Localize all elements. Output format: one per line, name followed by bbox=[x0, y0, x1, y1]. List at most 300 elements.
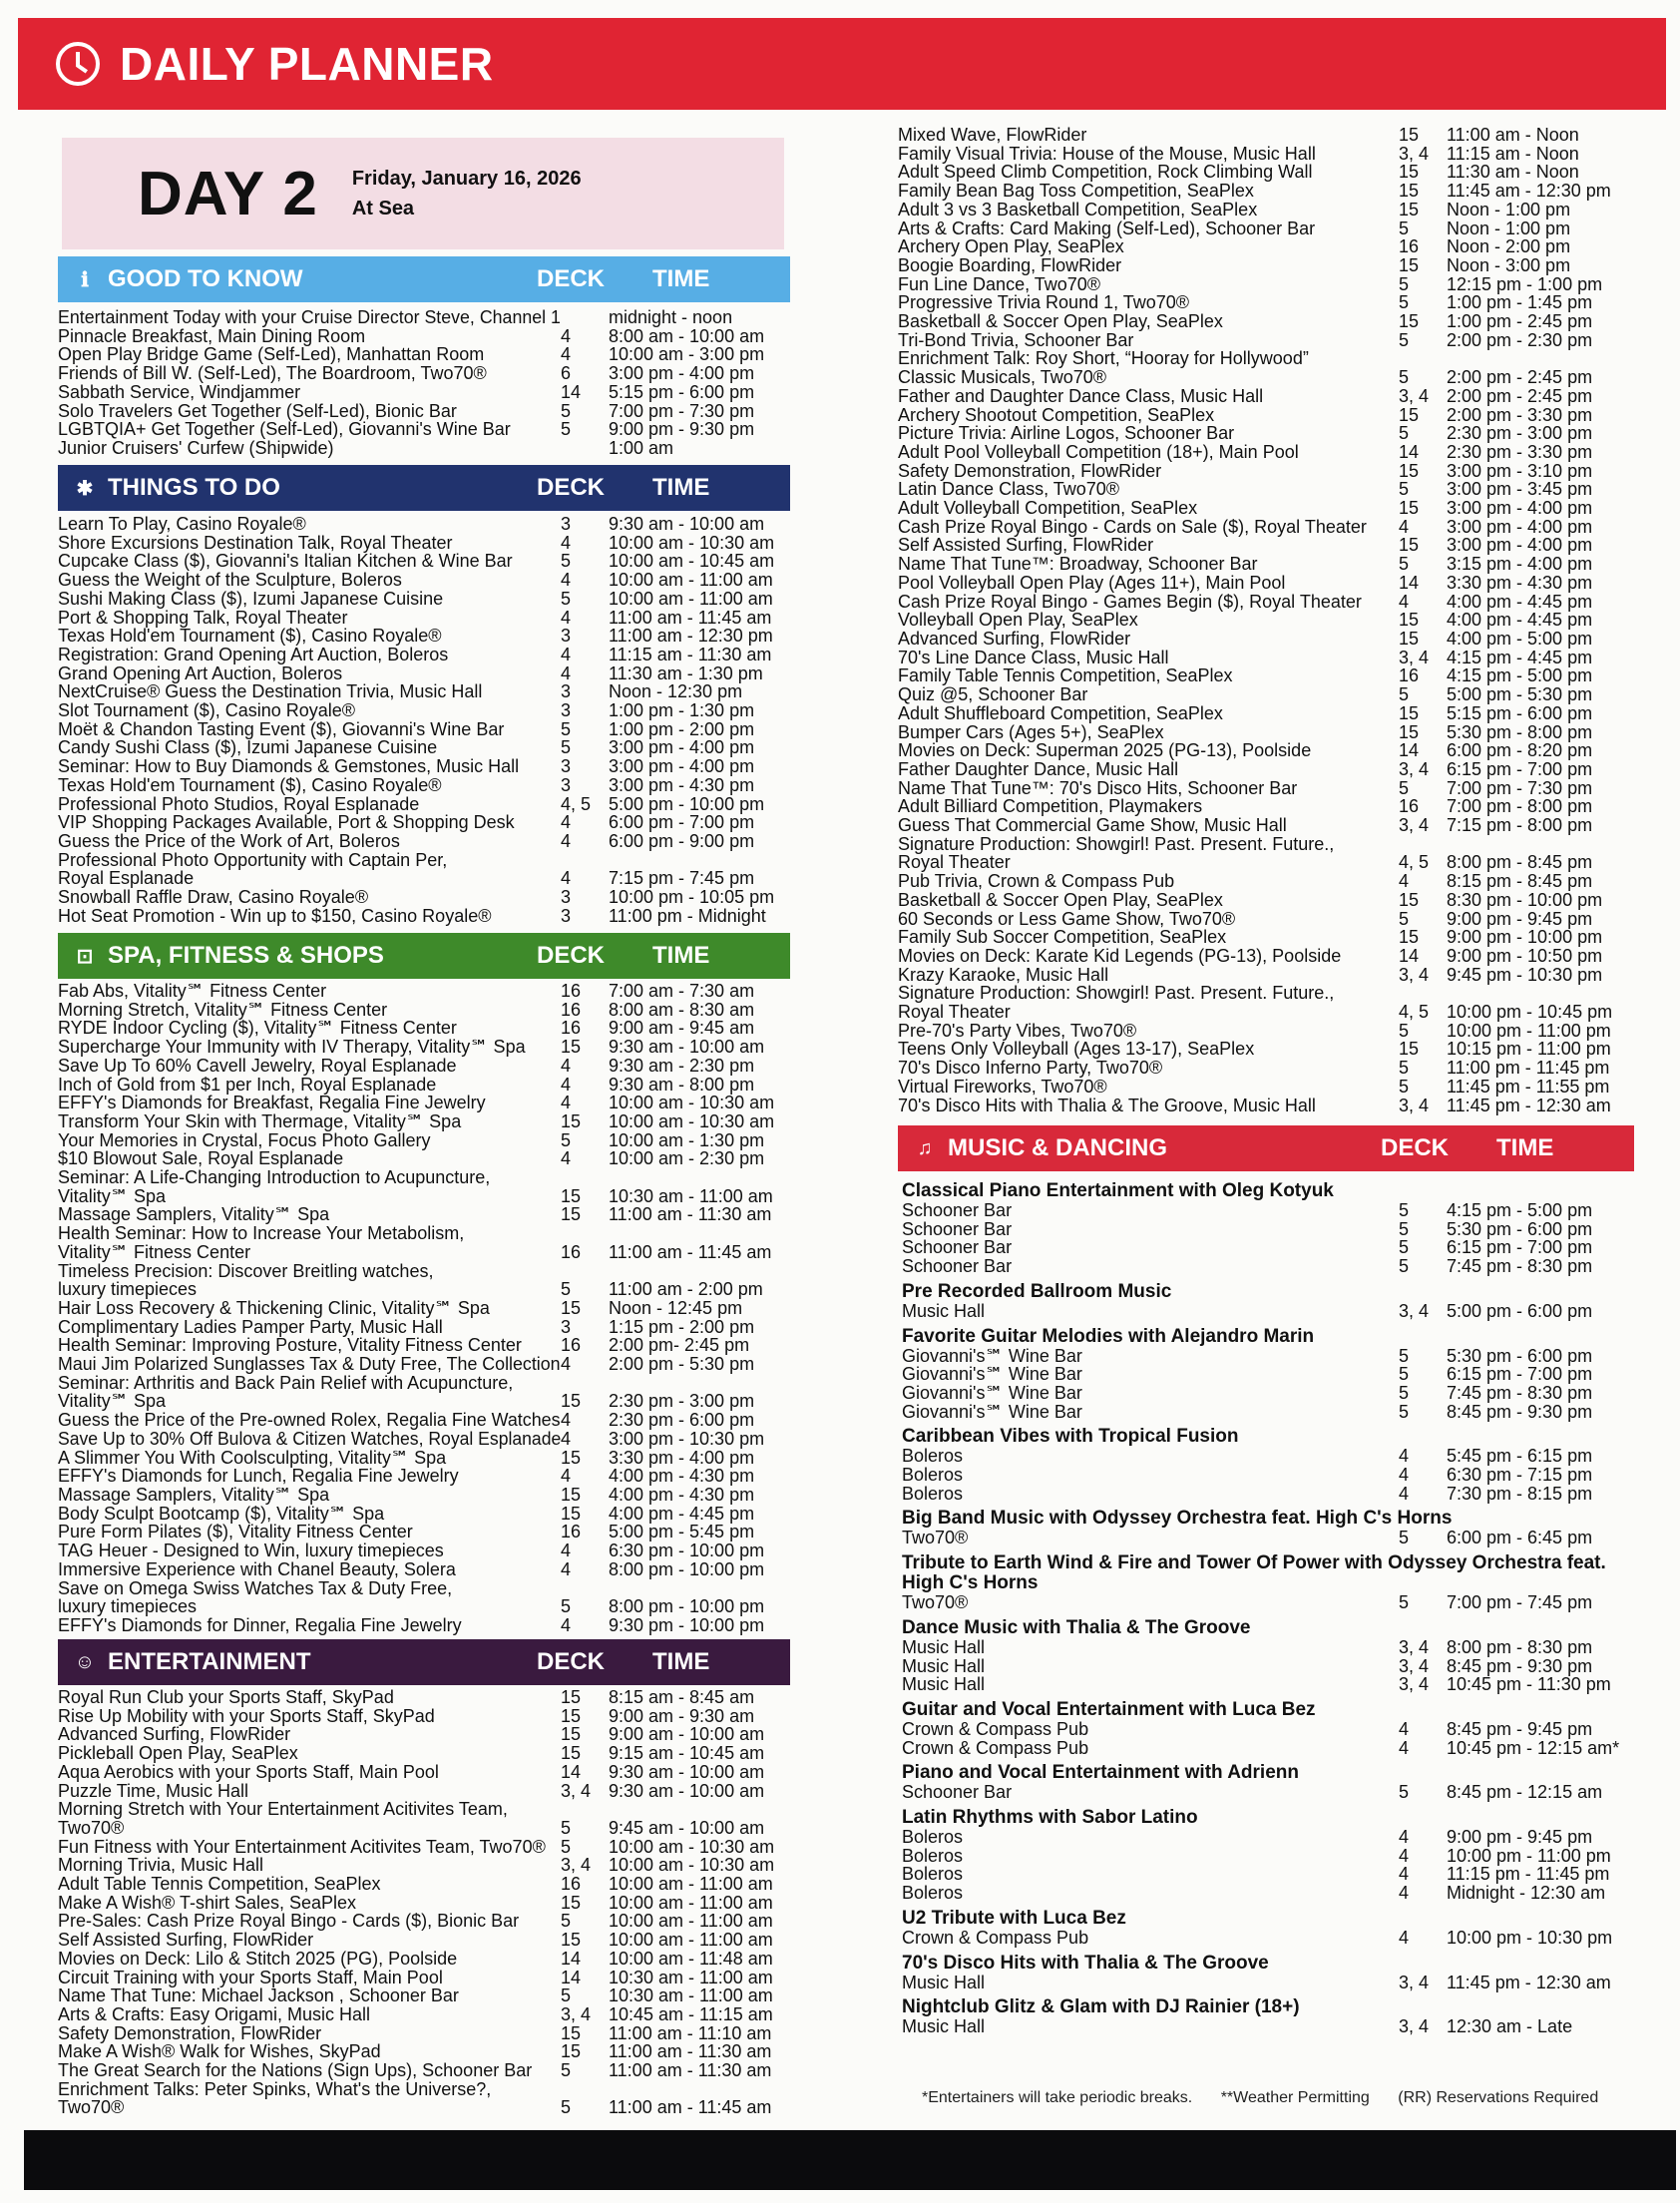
event-deck: 15 bbox=[1399, 460, 1420, 481]
event-deck: 4 bbox=[561, 1558, 572, 1579]
event-time: 8:15 pm - 8:45 pm bbox=[1447, 871, 1593, 892]
event-name: Friends of Bill W. (Self-Led), The Boardroom, Two70® bbox=[58, 363, 487, 384]
event-time: 7:00 am - 7:30 am bbox=[609, 981, 755, 1001]
event-deck: 14 bbox=[561, 1948, 582, 1969]
event-time: 10:30 am - 11:00 am bbox=[609, 1967, 773, 1987]
event-name: Cash Prize Royal Bingo - Games Begin ($), Royal Theater bbox=[898, 591, 1362, 612]
venue-name: Schooner Bar bbox=[902, 1200, 1013, 1220]
event-time: 9:00 pm - 10:50 pm bbox=[1447, 945, 1603, 966]
venue-name: Two70® bbox=[902, 1528, 969, 1548]
event-time bbox=[609, 1168, 798, 1187]
event-time: 11:00 am - 11:30 am bbox=[609, 2041, 772, 2062]
section-header-music bbox=[898, 1125, 1634, 1171]
list-item bbox=[902, 1485, 1636, 1504]
event-time: 2:30 pm - 3:30 pm bbox=[1447, 441, 1593, 462]
event-deck: 14 bbox=[1399, 441, 1420, 462]
list-item bbox=[898, 910, 1636, 929]
list-item bbox=[58, 682, 798, 701]
venue-name: Schooner Bar bbox=[902, 1256, 1013, 1277]
event-name: Hot Seat Promotion - Win up to $150, Casino Royale® bbox=[58, 905, 492, 926]
list-item bbox=[902, 1783, 1636, 1802]
event-name: Advanced Surfing, FlowRider bbox=[58, 1724, 291, 1745]
list-item bbox=[58, 1262, 798, 1281]
event-deck: 5 bbox=[561, 1596, 572, 1617]
event-name: A Slimmer You With Coolsculpting, Vitality℠ Spa bbox=[58, 1447, 447, 1468]
music-group bbox=[902, 1327, 1636, 1422]
event-time: 1:15 pm - 2:00 pm bbox=[609, 1316, 755, 1337]
event-deck: 16 bbox=[561, 1874, 582, 1895]
list-item bbox=[58, 1374, 798, 1393]
list-item bbox=[902, 1593, 1636, 1612]
deck-header: DECK bbox=[537, 942, 606, 969]
event-name: Virtual Fireworks, Two70® bbox=[898, 1076, 1107, 1097]
event-name: Professional Photo Opportunity with Captain Per, bbox=[58, 849, 448, 870]
event-time: 6:30 pm - 7:15 pm bbox=[1447, 1465, 1593, 1486]
event-deck: 3 bbox=[561, 514, 572, 534]
event-time: 9:30 am - 10:00 am bbox=[609, 514, 765, 534]
list-item bbox=[902, 1657, 1636, 1676]
event-time: 4:00 pm - 4:45 pm bbox=[1447, 591, 1593, 612]
event-time bbox=[1447, 349, 1636, 368]
event-time: 4:00 pm - 4:30 pm bbox=[609, 1466, 755, 1487]
event-time bbox=[609, 1224, 798, 1243]
list-item bbox=[58, 1763, 798, 1782]
event-name: Morning Trivia, Music Hall bbox=[58, 1855, 264, 1876]
event-time bbox=[609, 851, 798, 870]
event-deck: 16 bbox=[1399, 665, 1420, 686]
list-item bbox=[58, 345, 798, 364]
event-name: Picture Trivia: Airline Logos, Schooner Bar bbox=[898, 423, 1235, 444]
event-deck: 5 bbox=[1399, 1782, 1410, 1803]
event-time: 5:00 pm - 6:00 pm bbox=[1447, 1300, 1593, 1321]
event-deck: 15 bbox=[561, 1110, 582, 1131]
event-time: 11:15 am - 11:30 am bbox=[609, 644, 772, 664]
event-name: TAG Heuer - Designed to Win, luxury timepieces bbox=[58, 1541, 444, 1561]
event-time: Noon - 3:00 pm bbox=[1447, 254, 1571, 275]
event-name: Safety Demonstration, FlowRider bbox=[58, 2022, 322, 2043]
event-time: 6:00 pm - 6:45 pm bbox=[1447, 1528, 1593, 1548]
event-deck: 4 bbox=[561, 1148, 572, 1169]
event-deck: 3 bbox=[561, 756, 572, 777]
event-time: 5:30 pm - 8:00 pm bbox=[1447, 721, 1593, 742]
list-item bbox=[898, 126, 1636, 145]
event-deck bbox=[561, 439, 609, 458]
event-name: Guess the Weight of the Sculpture, Boleros bbox=[58, 570, 402, 591]
event-name: Seminar: How to Buy Diamonds & Gemstones, Music Hall bbox=[58, 756, 520, 777]
event-name: Pre-Sales: Cash Prize Royal Bingo - Cards ($), Bionic Bar bbox=[58, 1911, 520, 1932]
event-time: 10:00 am - 1:30 pm bbox=[609, 1129, 765, 1150]
list-item bbox=[58, 2005, 798, 2024]
event-time: 10:45 pm - 11:30 pm bbox=[1447, 1674, 1611, 1695]
event-time bbox=[609, 1374, 798, 1393]
time-header: TIME bbox=[1496, 1134, 1554, 1161]
event-deck: 4 bbox=[1399, 1883, 1410, 1904]
clock-icon bbox=[56, 42, 100, 86]
event-time: 2:30 pm - 3:00 pm bbox=[1447, 423, 1593, 444]
event-deck: 4 bbox=[561, 1055, 572, 1076]
event-time: 8:00 pm - 8:45 pm bbox=[1447, 852, 1593, 873]
event-name: Adult Shuffleboard Competition, SeaPlex bbox=[898, 702, 1223, 723]
list-item bbox=[902, 1201, 1636, 1220]
event-deck: 4 bbox=[561, 344, 572, 365]
event-deck: 3, 4 bbox=[561, 1780, 592, 1801]
event-time: 9:30 am - 10:00 am bbox=[609, 1761, 765, 1782]
list-item bbox=[902, 1238, 1636, 1257]
event-deck: 15 bbox=[561, 1037, 582, 1058]
event-time: 1:00 pm - 2:00 pm bbox=[609, 718, 755, 739]
event-deck: 5 bbox=[1399, 1200, 1410, 1220]
list-item bbox=[898, 331, 1636, 350]
event-name: Vitality℠ Fitness Center bbox=[58, 1241, 251, 1262]
event-name: EFFY's Diamonds for Breakfast, Regalia Fine Jewelry bbox=[58, 1093, 486, 1113]
list-item bbox=[898, 1078, 1636, 1097]
event-name: Quiz @5, Schooner Bar bbox=[898, 684, 1088, 705]
event-name: Junior Cruisers' Curfew (Shipwide) bbox=[58, 437, 334, 458]
list-item bbox=[58, 1355, 798, 1374]
event-deck bbox=[561, 1224, 609, 1243]
music-group-title: Favorite Guitar Melodies with Alejandro Marin bbox=[902, 1325, 1315, 1347]
event-deck: 16 bbox=[561, 1522, 582, 1542]
event-deck: 4 bbox=[1399, 1483, 1410, 1504]
list-item bbox=[898, 593, 1636, 612]
event-deck: 5 bbox=[1399, 554, 1410, 575]
section-header-spa bbox=[58, 933, 790, 979]
event-time: 5:15 pm - 6:00 pm bbox=[609, 381, 755, 402]
event-name: Royal Theater bbox=[898, 1002, 1011, 1023]
event-time: 8:00 pm - 10:00 pm bbox=[609, 1596, 765, 1617]
event-deck bbox=[561, 1374, 609, 1393]
list-item bbox=[58, 646, 798, 664]
event-name: Guess the Price of the Pre-owned Rolex, Regalia Fine Watches bbox=[58, 1410, 561, 1431]
list-item bbox=[58, 1560, 798, 1579]
event-name: Seminar: A Life-Changing Introduction to Acupuncture, bbox=[58, 1167, 491, 1188]
list-item bbox=[898, 928, 1636, 947]
list-item bbox=[898, 312, 1636, 331]
deck-header: DECK bbox=[537, 474, 606, 501]
event-name: Inch of Gold from $1 per Inch, Royal Esplanade bbox=[58, 1074, 437, 1095]
event-deck: 5 bbox=[1399, 1592, 1410, 1613]
list-item bbox=[898, 555, 1636, 574]
list-item bbox=[898, 630, 1636, 649]
list-item bbox=[902, 1257, 1636, 1276]
event-time: 10:00 pm - 11:00 pm bbox=[1447, 1020, 1611, 1041]
event-deck: 15 bbox=[561, 1447, 582, 1468]
list-item bbox=[898, 220, 1636, 238]
list-item bbox=[58, 1057, 798, 1076]
event-deck bbox=[1399, 349, 1447, 368]
list-item bbox=[58, 851, 798, 870]
event-deck: 3 bbox=[561, 700, 572, 721]
event-deck: 15 bbox=[561, 1705, 582, 1726]
event-time: 7:00 pm - 7:30 pm bbox=[1447, 777, 1593, 798]
event-name: Massage Samplers, Vitality℠ Spa bbox=[58, 1204, 330, 1225]
event-deck: 5 bbox=[1399, 684, 1410, 705]
event-time: 5:30 pm - 6:00 pm bbox=[1447, 1218, 1593, 1239]
list-item bbox=[58, 738, 798, 757]
venue-name: Schooner Bar bbox=[902, 1237, 1013, 1258]
footer-bar bbox=[24, 2130, 1676, 2190]
event-name: 70's Line Dance Class, Music Hall bbox=[898, 647, 1169, 667]
event-time: Noon - 12:45 pm bbox=[609, 1297, 743, 1318]
list-item bbox=[898, 816, 1636, 835]
event-name: Aqua Aerobics with your Sports Staff, Main Pool bbox=[58, 1761, 439, 1782]
list-item bbox=[58, 1597, 798, 1616]
event-time: 7:00 pm - 8:00 pm bbox=[1447, 796, 1593, 817]
event-deck: 4 bbox=[561, 1466, 572, 1487]
list-item bbox=[58, 1856, 798, 1875]
event-time: 7:15 pm - 7:45 pm bbox=[609, 868, 755, 889]
event-name: Port & Shopping Talk, Royal Theater bbox=[58, 607, 348, 628]
list-item bbox=[898, 275, 1636, 294]
header-bar bbox=[18, 18, 1666, 110]
deck-header: DECK bbox=[1381, 1134, 1450, 1161]
list-item bbox=[58, 2042, 798, 2061]
list-item bbox=[58, 1782, 798, 1801]
event-time: 11:00 am - 11:45 am bbox=[609, 2097, 772, 2118]
list-item bbox=[58, 590, 798, 609]
list-item bbox=[58, 1280, 798, 1299]
event-name: Self Assisted Surfing, FlowRider bbox=[898, 535, 1154, 556]
event-time: 3:00 pm - 4:00 pm bbox=[609, 737, 755, 758]
event-time: 2:00 pm - 2:30 pm bbox=[1447, 329, 1593, 350]
event-deck: 15 bbox=[1399, 199, 1420, 220]
event-deck: 15 bbox=[1399, 721, 1420, 742]
event-time: 5:15 pm - 6:00 pm bbox=[1447, 702, 1593, 723]
event-deck: 3, 4 bbox=[561, 1855, 592, 1876]
list-item bbox=[898, 1040, 1636, 1059]
event-name: Seminar: Arthritis and Back Pain Relief with Acupuncture, bbox=[58, 1372, 514, 1393]
event-time: 11:00 pm - Midnight bbox=[609, 905, 766, 926]
event-time: 7:45 pm - 8:30 pm bbox=[1447, 1256, 1593, 1277]
event-name: Self Assisted Surfing, FlowRider bbox=[58, 1930, 314, 1951]
event-name: Health Seminar: How to Increase Your Metabolism, bbox=[58, 1223, 465, 1244]
list-item bbox=[898, 723, 1636, 742]
event-time: 10:00 pm - 11:00 pm bbox=[1447, 1845, 1611, 1866]
list-item bbox=[898, 1022, 1636, 1041]
list-item bbox=[58, 515, 798, 534]
footnote: *Entertainers will take periodic breaks. bbox=[922, 2089, 1193, 2106]
list-item bbox=[58, 1224, 798, 1243]
event-time: 7:15 pm - 8:00 pm bbox=[1447, 815, 1593, 836]
event-deck: 15 bbox=[1399, 535, 1420, 556]
event-name: Adult Billiard Competition, Playmakers bbox=[898, 796, 1203, 817]
list-item bbox=[58, 1243, 798, 1262]
list-item bbox=[902, 1302, 1636, 1321]
list-item bbox=[58, 1411, 798, 1430]
event-deck: 5 bbox=[1399, 1256, 1410, 1277]
list-item bbox=[58, 907, 798, 926]
event-deck bbox=[561, 308, 609, 327]
list-item bbox=[58, 1616, 798, 1635]
footnote: (RR) Reservations Required bbox=[1398, 2089, 1599, 2106]
event-time bbox=[609, 1262, 798, 1281]
event-name: Snowball Raffle Draw, Casino Royale® bbox=[58, 887, 369, 908]
list-item bbox=[58, 1838, 798, 1857]
list-item bbox=[902, 1865, 1636, 1884]
list-item bbox=[898, 499, 1636, 518]
list-item bbox=[902, 1466, 1636, 1485]
music-group bbox=[902, 1181, 1636, 1276]
list-item bbox=[898, 368, 1636, 387]
event-time: 4:00 pm - 4:45 pm bbox=[609, 1503, 755, 1524]
event-deck: 15 bbox=[1399, 889, 1420, 910]
list-item bbox=[898, 872, 1636, 891]
event-time: 9:00 pm - 9:45 pm bbox=[1447, 1827, 1593, 1848]
event-name: Adult 3 vs 3 Basketball Competition, SeaPlex bbox=[898, 199, 1258, 220]
venue-name: Giovanni's℠ Wine Bar bbox=[902, 1382, 1082, 1403]
venue-name: Music Hall bbox=[902, 2016, 986, 2037]
event-deck: 14 bbox=[1399, 740, 1420, 761]
event-time: 11:00 am - 11:45 am bbox=[609, 1241, 772, 1262]
music-group bbox=[902, 1997, 1636, 2036]
list-item bbox=[58, 1875, 798, 1894]
event-name: Fun Fitness with Your Entertainment Acitivites Team, Two70® bbox=[58, 1836, 546, 1857]
list-item bbox=[58, 982, 798, 1001]
event-time: 5:00 pm - 5:45 pm bbox=[609, 1522, 755, 1542]
event-time: 6:30 pm - 10:00 pm bbox=[609, 1541, 765, 1561]
event-deck: 16 bbox=[561, 981, 582, 1001]
event-time: 6:15 pm - 7:00 pm bbox=[1447, 1364, 1593, 1385]
event-name: LGBTQIA+ Get Together (Self-Led), Giovanni's Wine Bar bbox=[58, 419, 511, 440]
music-group bbox=[902, 1282, 1636, 1321]
event-time: 11:45 pm - 12:30 am bbox=[1447, 1095, 1611, 1115]
music-list bbox=[902, 1175, 1636, 2036]
event-deck: 4 bbox=[561, 1354, 572, 1375]
event-time: 4:15 pm - 5:00 pm bbox=[1447, 1200, 1593, 1220]
event-deck: 4 bbox=[561, 644, 572, 664]
event-name: Royal Esplanade bbox=[58, 868, 195, 889]
list-item bbox=[902, 1828, 1636, 1847]
event-deck: 5 bbox=[561, 1129, 572, 1150]
event-time: 11:30 am - Noon bbox=[1447, 162, 1579, 183]
event-deck: 4 bbox=[561, 830, 572, 851]
venue-name: Music Hall bbox=[902, 1972, 986, 1992]
event-name: Immersive Experience with Chanel Beauty, Solera bbox=[58, 1558, 456, 1579]
event-deck: 4, 5 bbox=[1399, 852, 1430, 873]
event-deck: 5 bbox=[561, 588, 572, 609]
event-time: 2:00 pm- 2:45 pm bbox=[609, 1335, 750, 1356]
event-deck: 3, 4 bbox=[1399, 815, 1430, 836]
list-item bbox=[902, 1220, 1636, 1239]
event-deck: 16 bbox=[1399, 236, 1420, 257]
event-deck: 4, 5 bbox=[561, 793, 592, 814]
list-item bbox=[902, 1347, 1636, 1366]
event-time: 1:00 pm - 1:30 pm bbox=[609, 700, 755, 721]
event-deck: 15 bbox=[1399, 498, 1420, 519]
event-name: Texas Hold'em Tournament ($), Casino Royale® bbox=[58, 774, 442, 795]
day-date: Friday, January 16, 2026 bbox=[351, 168, 582, 190]
list-item bbox=[58, 813, 798, 832]
event-deck bbox=[1399, 835, 1447, 854]
event-deck: 14 bbox=[561, 1761, 582, 1782]
venue-name: Boleros bbox=[902, 1465, 964, 1486]
list-item bbox=[898, 237, 1636, 256]
event-deck: 5 bbox=[561, 1985, 572, 2006]
event-time: 9:00 am - 9:45 am bbox=[609, 1018, 755, 1039]
event-deck: 4 bbox=[561, 570, 572, 591]
event-name: Archery Open Play, SeaPlex bbox=[898, 236, 1124, 257]
list-item bbox=[898, 349, 1636, 368]
event-time: 8:30 pm - 10:00 pm bbox=[1447, 889, 1603, 910]
event-name: Enrichment Talks: Peter Spinks, What's the Universe?, bbox=[58, 2078, 492, 2099]
event-time: 11:45 pm - 12:30 am bbox=[1447, 1972, 1611, 1992]
list-item bbox=[898, 536, 1636, 555]
event-deck: 4 bbox=[561, 1614, 572, 1635]
event-time: 7:45 pm - 8:30 pm bbox=[1447, 1382, 1593, 1403]
event-deck: 4, 5 bbox=[1399, 1002, 1430, 1023]
event-time: 10:00 am - 10:45 am bbox=[609, 551, 775, 572]
event-deck: 15 bbox=[561, 1724, 582, 1745]
event-deck: 4 bbox=[561, 1074, 572, 1095]
list-item bbox=[58, 1505, 798, 1524]
list-item bbox=[58, 2080, 798, 2099]
event-time: 11:00 pm - 11:45 pm bbox=[1447, 1058, 1610, 1079]
time-header: TIME bbox=[652, 942, 710, 969]
list-item bbox=[58, 1038, 798, 1057]
event-name: Royal Theater bbox=[898, 852, 1011, 873]
event-name: RYDE Indoor Cycling ($), Vitality℠ Fitness Center bbox=[58, 1018, 457, 1039]
event-time: 3:00 pm - 3:10 pm bbox=[1447, 460, 1593, 481]
event-time: 9:45 pm - 10:30 pm bbox=[1447, 964, 1603, 985]
list-item bbox=[898, 443, 1636, 462]
event-time: 9:30 am - 8:00 pm bbox=[609, 1074, 755, 1095]
list-item bbox=[898, 835, 1636, 854]
footnote: **Weather Permitting bbox=[1220, 2089, 1370, 2106]
section-title: THINGS TO DO bbox=[108, 474, 280, 501]
event-deck: 3 bbox=[561, 626, 572, 647]
event-deck: 5 bbox=[561, 718, 572, 739]
time-header: TIME bbox=[652, 265, 710, 292]
list-item bbox=[58, 1131, 798, 1150]
event-name: Enrichment Talk: Roy Short, “Hooray for Hollywood” bbox=[898, 348, 1309, 369]
event-time: 11:15 pm - 11:45 pm bbox=[1447, 1864, 1610, 1885]
event-name: Name That Tune™: 70's Disco Hits, Schooner Bar bbox=[898, 777, 1298, 798]
event-name: Advanced Surfing, FlowRider bbox=[898, 628, 1131, 649]
event-name: Two70® bbox=[58, 2097, 125, 2118]
list-item bbox=[58, 327, 798, 346]
event-time: 8:45 pm - 9:45 pm bbox=[1447, 1718, 1593, 1739]
event-name: Adult Table Tennis Competition, SeaPlex bbox=[58, 1874, 381, 1895]
list-item bbox=[58, 1688, 798, 1707]
event-name: Shore Excursions Destination Talk, Royal Theater bbox=[58, 532, 453, 553]
event-time: 4:00 pm - 4:30 pm bbox=[609, 1484, 755, 1505]
event-deck: 4 bbox=[1399, 591, 1410, 612]
list-item bbox=[902, 1739, 1636, 1758]
music-group-title: Classical Piano Entertainment with Oleg Kotyuk bbox=[902, 1180, 1334, 1201]
event-time: 3:00 pm - 4:00 pm bbox=[609, 756, 755, 777]
event-deck: 5 bbox=[561, 1836, 572, 1857]
info-icon: ℹ bbox=[81, 268, 89, 291]
list-item bbox=[902, 1675, 1636, 1694]
event-time: 2:00 pm - 3:30 pm bbox=[1447, 404, 1593, 425]
event-time: 10:30 am - 11:00 am bbox=[609, 1985, 773, 2006]
event-deck: 4 bbox=[561, 1410, 572, 1431]
event-time: 10:00 pm - 10:45 pm bbox=[1447, 1002, 1613, 1023]
list-item bbox=[58, 364, 798, 383]
event-name: Name That Tune™: Broadway, Schooner Bar bbox=[898, 554, 1258, 575]
event-name: Family Visual Trivia: House of the Mouse, Music Hall bbox=[898, 143, 1316, 164]
venue-name: Boleros bbox=[902, 1883, 964, 1904]
event-deck: 3 bbox=[561, 681, 572, 702]
event-deck: 5 bbox=[1399, 423, 1410, 444]
event-time: 11:00 am - 2:00 pm bbox=[609, 1279, 763, 1300]
event-deck bbox=[561, 1262, 609, 1281]
event-name: Vitality℠ Spa bbox=[58, 1391, 167, 1412]
event-name: Progressive Trivia Round 1, Two70® bbox=[898, 292, 1190, 313]
event-deck: 4 bbox=[1399, 516, 1410, 537]
event-name: Solo Travelers Get Together (Self-Led), Bionic Bar bbox=[58, 400, 457, 421]
event-deck: 5 bbox=[1399, 218, 1410, 238]
